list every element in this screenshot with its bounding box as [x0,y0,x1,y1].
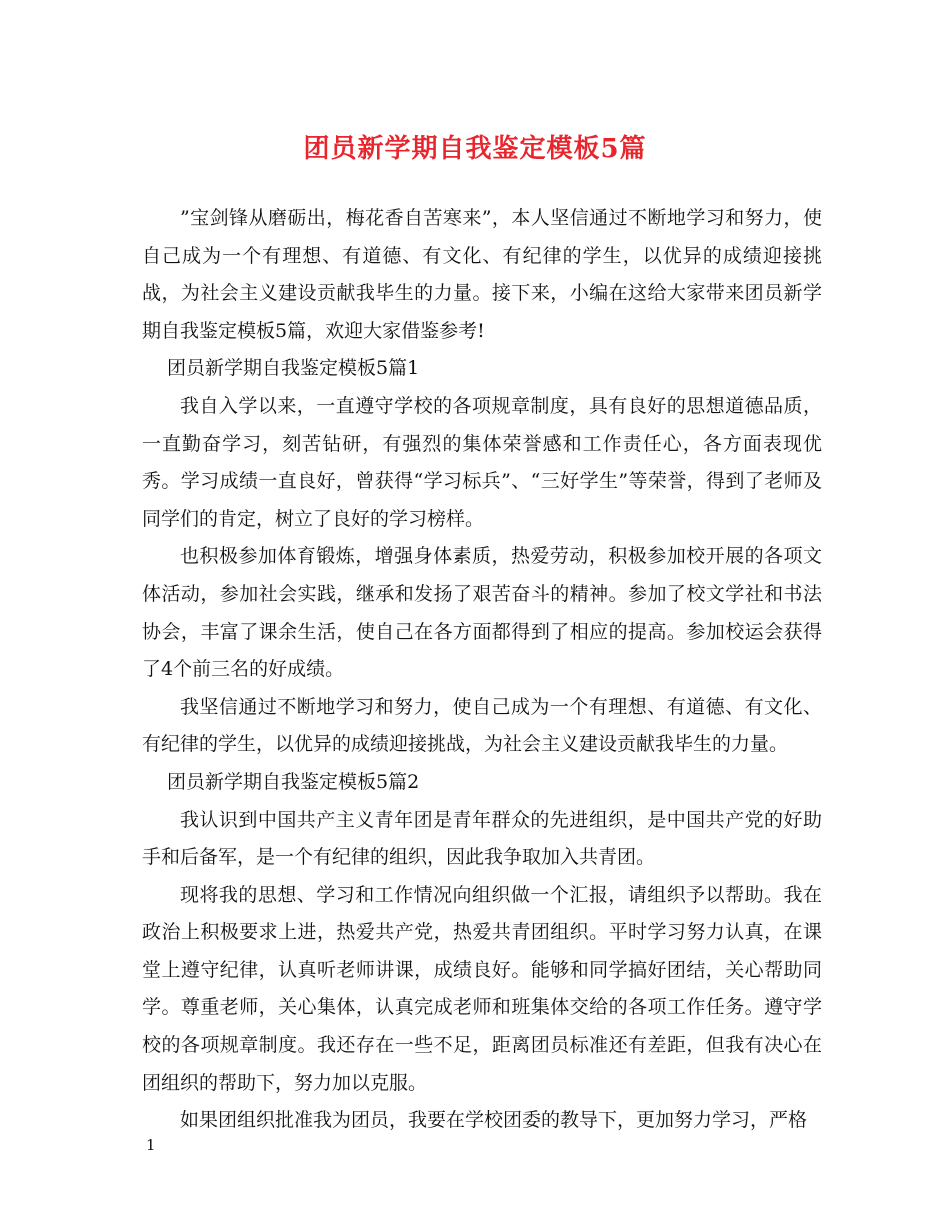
page-title: 团员新学期自我鉴定模板5篇 [303,134,647,164]
document-body [142,200,822,1140]
section-heading-2: 团员新学期自我鉴定模板5篇2 [167,770,420,793]
body-paragraph: 我坚信通过不断地学习和努力，使自己成为一个有理想、有道德、有文化、有纪律的学生，以优异的成绩迎接挑战，为社会主义建设贡献我毕生的力量。 [142,695,822,756]
page-number: 1 [146,1136,156,1154]
body-paragraph: 也积极参加体育锻炼，增强身体素质，热爱劳动，积极参加校开展的各项文体活动，参加社会实践，继承和发扬了艰苦奋斗的精神。参加了校文学社和书法协会，丰富了课余生活，使自己在各方面都得到了相应的提高。参加校运会获得了4个前三名的好成绩。 [142,545,822,681]
body-paragraph: 我自入学以来，一直遵守学校的各项规章制度，具有良好的思想道德品质，一直勤奋学习，刻苦钻研，有强烈的集体荣誉感和工作责任心，各方面表现优秀。学习成绩一直良好，曾获得“学习标兵”、“三好学生”等荣誉，得到了老师及同学们的肯定，树立了良好的学习榜样。 [142,394,822,530]
body-paragraph: 如果团组织批准我为团员，我要在学校团委的教导下，更加努力学习，严格 [180,1109,808,1132]
intro-paragraph: ”宝剑锋从磨砺出，梅花香自苦寒来”，本人坚信通过不断地学习和努力，使自己成为一个有理想、有道德、有文化、有纪律的学生，以优异的成绩迎接挑战，为社会主义建设贡献我毕生的力量。接下来，小编在这给大家带来团员新学期自我鉴定模板5篇，欢迎大家借鉴参考! [142,207,822,342]
section-heading-1: 团员新学期自我鉴定模板5篇1 [167,357,420,380]
body-paragraph: 现将我的思想、学习和工作情况向组织做一个汇报，请组织予以帮助。我在政治上积极要求上进，热爱共产党，热爱共青团组织。平时学习努力认真，在课堂上遵守纪律，认真听老师讲课，成绩良好。能够和同学搞好团结，关心帮助同学。尊重老师，关心集体，认真完成老师和班集体交给的各项工作任务。遵守学校的各项规章制度。我还存在一些不足，距离团员标准还有差距，但我有决心在团组织的帮助下，努力加以克服。 [142,883,822,1094]
body-paragraph: 我认识到中国共产主义青年团是青年群众的先进组织，是中国共产党的好助手和后备军，是一个有纪律的组织，因此我争取加入共青团。 [142,808,822,869]
